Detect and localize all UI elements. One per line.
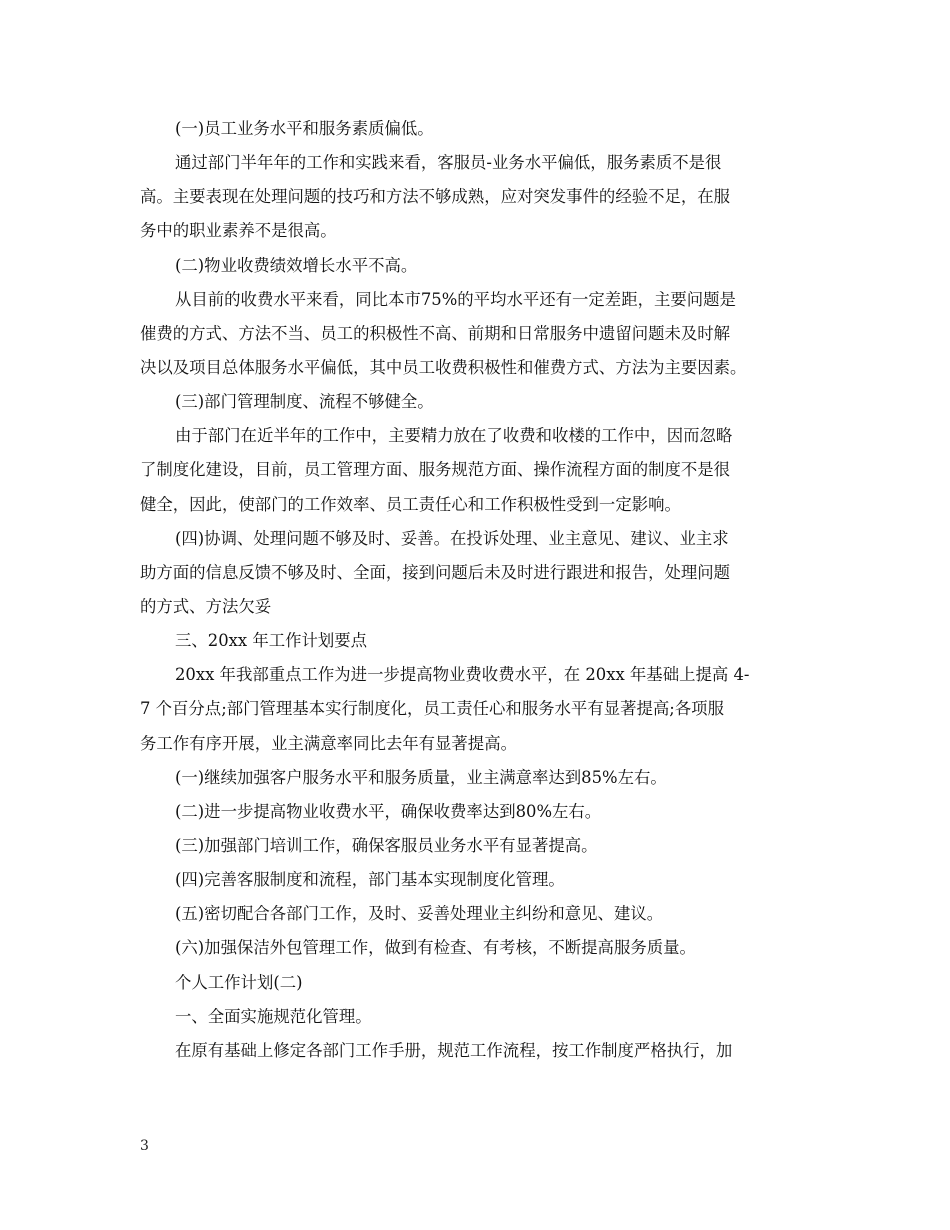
text-line: (六)加强保洁外包管理工作，做到有检查、有考核，不断提高服务质量。	[175, 938, 696, 958]
text-line: (四)完善客服制度和流程，部门基本实现制度化管理。	[175, 870, 565, 890]
text-line: (一)员工业务水平和服务素质偏低。	[175, 119, 434, 138]
page-number: 3	[140, 1138, 149, 1154]
text-line: 催费的方式、方法不当、员工的积极性不高、前期和日常服务中遗留问题未及时解	[140, 323, 731, 343]
text-line: 务中的职业素养不是很高。	[140, 221, 337, 241]
text-line: 三、20xx 年工作计划要点	[175, 631, 368, 651]
text-line: 助方面的信息反馈不够及时、全面，接到问题后未及时进行跟进和报告，处理问题	[140, 562, 731, 582]
text-line: 务工作有序开展，业主满意率同比去年有显著提高。	[140, 733, 517, 753]
text-line: (二)进一步提高物业收费水平，确保收费率达到80%左右。	[175, 801, 602, 821]
text-line: 健全，因此，使部门的工作效率、员工责任心和工作积极性受到一定影响。	[140, 494, 681, 514]
text-line: 由于部门在近半年的工作中，主要精力放在了收费和收楼的工作中，因而忽略	[175, 426, 733, 446]
text-line: (一)继续加强客户服务水平和服务质量，业主满意率达到85%左右。	[175, 767, 667, 787]
text-line: (四)协调、处理问题不够及时、妥善。在投诉处理、业主意见、建议、业主求	[175, 528, 729, 548]
text-line: 通过部门半年年的工作和实践来看，客服员-业务水平偏低，服务素质不是很	[175, 153, 722, 173]
text-line: (二)物业收费绩效增长水平不高。	[175, 255, 418, 275]
text-line: (三)加强部门培训工作，确保客服员业务水平有显著提高。	[175, 835, 598, 855]
text-line: 一、全面实施规范化管理。	[175, 1006, 372, 1026]
document-body	[140, 112, 812, 1068]
text-line: 在原有基础上修定各部门工作手册，规范工作流程，按工作制度严格执行，加	[175, 1040, 733, 1060]
text-line: 了制度化建设，目前，员工管理方面、服务规范方面、操作流程方面的制度不是很	[140, 460, 731, 480]
text-line: (三)部门管理制度、流程不够健全。	[175, 392, 434, 412]
text-line: 20xx 年我部重点工作为进一步提高物业费收费水平，在 20xx 年基础上提高 4-	[175, 665, 750, 685]
text-line: 7 个百分点;部门管理基本实行制度化，员工责任心和服务水平有显著提高;各项服	[140, 699, 724, 719]
text-line: 高。主要表现在处理问题的技巧和方法不够成熟，应对突发事件的经验不足，在服	[140, 187, 731, 207]
text-line: 的方式、方法欠妥	[140, 596, 272, 616]
text-line: 决以及项目总体服务水平偏低，其中员工收费积极性和催费方式、方法为主要因素。	[140, 357, 747, 377]
text-line: (五)密切配合各部门工作，及时、妥善处理业主纠纷和意见、建议。	[175, 904, 664, 924]
text-line: 个人工作计划(二)	[175, 972, 303, 992]
text-line: 从目前的收费水平来看，同比本市75%的平均水平还有一定差距，主要问题是	[175, 289, 736, 309]
